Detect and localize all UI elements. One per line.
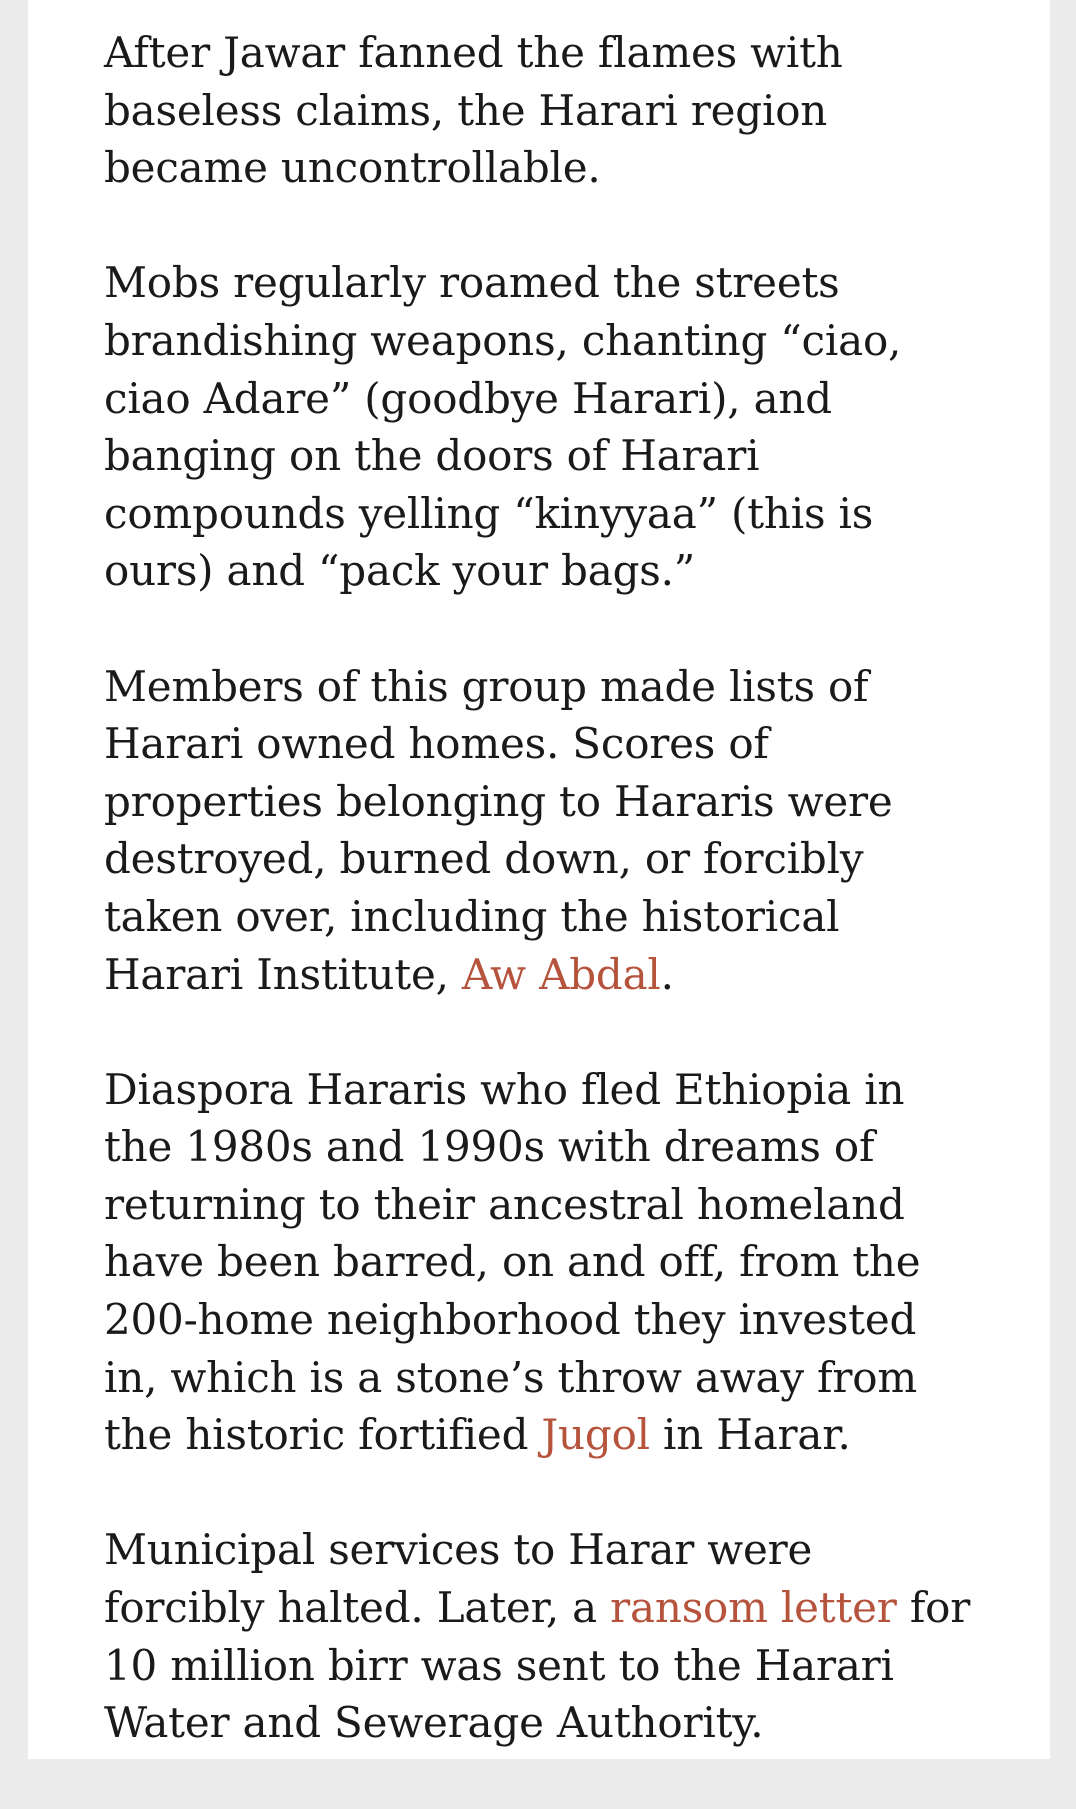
paragraph-members (104, 658, 1044, 1004)
paragraph-diaspora (104, 1061, 1044, 1464)
paragraph-text: in Harar. (649, 1410, 851, 1460)
paragraph-text: Municipal services to Harar were forcibly halted. Later, a (104, 1525, 813, 1633)
paragraph-jawar (104, 24, 1044, 197)
paragraph-mobs (104, 254, 1044, 600)
link-aw-abdal[interactable]: Aw Abdal (461, 949, 661, 999)
paragraph-text: Mobs regularly roamed the streets brandishing weapons, chanting “ciao, ciao Adare” (goodbye Harari), and banging on the doors of Harari compounds yelling “kinyyaa” (this is ours) and “pack your bags.” (104, 258, 902, 596)
paragraph-text: Members of this group made lists of Harari owned homes. Scores of properties belonging to Hararis were destroyed, burned down, or forcibly taken over, including the historical Harari Institute, (104, 661, 893, 999)
link-jugol[interactable]: Jugol (541, 1410, 650, 1460)
link-ransom-letter[interactable]: ransom letter (610, 1583, 897, 1633)
article-card (28, 0, 1050, 1759)
paragraph-text: . (660, 949, 674, 999)
paragraph-text: Diaspora Hararis who fled Ethiopia in the 1980s and 1990s with dreams of returning to their ancestral homeland have been barred, on and off, from the 200-home neighborhood they invested in, which is a stone’s throw away from the historic fortified (104, 1064, 921, 1460)
paragraph-text: After Jawar fanned the flames with baseless claims, the Harari region became uncontrollable. (104, 28, 843, 193)
article-body (104, 24, 1044, 1809)
paragraph-text: for 10 million birr was sent to the Harari Water and Sewerage Authority. (104, 1583, 971, 1748)
paragraph-municipal (104, 1521, 1044, 1751)
